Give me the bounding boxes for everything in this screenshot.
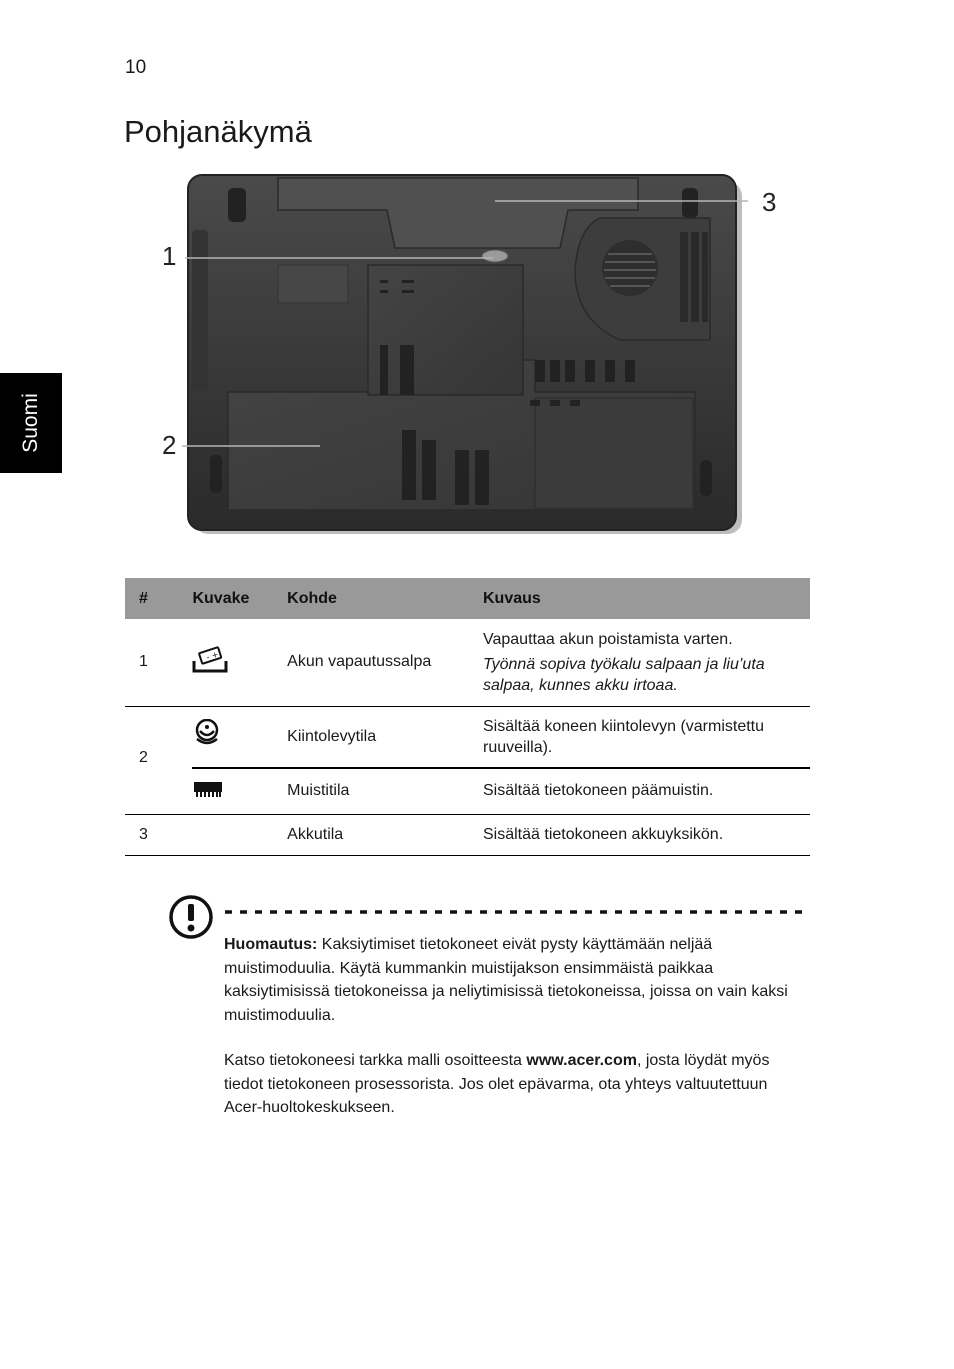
row-description-note: Työnnä sopiva työkalu salpaan ja liu’uta salpaa, kunnes akku irtoaa. bbox=[483, 655, 765, 694]
note-p2-before: Katso tietokoneesi tarkka malli osoitteesta bbox=[224, 1052, 527, 1069]
header-num: # bbox=[125, 578, 192, 619]
callout-1: 1 bbox=[162, 241, 177, 271]
caution-icon bbox=[168, 894, 214, 940]
component-table bbox=[125, 578, 810, 856]
header-item: Kohde bbox=[287, 578, 483, 619]
side-tab bbox=[0, 373, 62, 473]
callout-2: 2 bbox=[162, 430, 177, 460]
callout-3: 3 bbox=[762, 187, 777, 217]
table-row bbox=[125, 706, 810, 768]
table-row bbox=[125, 768, 810, 814]
page-title: Pohjanäkymä bbox=[124, 114, 312, 149]
header-icon: Kuvake bbox=[192, 578, 287, 619]
row-description: Sisältää koneen kiintolevyn (varmistettu ruuveilla). bbox=[483, 706, 810, 768]
note-divider bbox=[225, 909, 810, 915]
row-num: 3 bbox=[125, 814, 192, 855]
row-description: Sisältää tietokoneen akkuyksikön. bbox=[483, 814, 810, 855]
memory-icon bbox=[192, 778, 224, 800]
battery-release-icon bbox=[192, 645, 230, 675]
table-row bbox=[125, 619, 810, 706]
table-row bbox=[125, 814, 810, 855]
acer-website-link[interactable]: www.acer.com bbox=[526, 1052, 637, 1069]
row-description: Vapauttaa akun poistamista varten. bbox=[483, 630, 733, 648]
page-number: 10 bbox=[125, 57, 147, 78]
row-item: Akkutila bbox=[287, 814, 483, 855]
header-description: Kuvaus bbox=[483, 578, 810, 619]
note-p2-after: , josta löydät myös tiedot tietokoneen prosessorista. Jos olet epävarma, ota yhteys valtuutettuun Acer-huoltokeskukseen. bbox=[224, 1052, 770, 1116]
note-paragraph bbox=[224, 933, 804, 1027]
side-tab-label: Suomi bbox=[19, 393, 42, 453]
note-text: Kaksiytimiset tietokoneet eivät pysty käyttämään neljää muistimoduulia. Käytä kummankin muistijakson ensimmäistä paikkaa kaksiytimisissä tietokoneissa ja neliytimisissä tietokoneissa, joissa on vain kaksi muistimoduulia. bbox=[224, 936, 788, 1024]
row-item: Muistitila bbox=[287, 768, 483, 814]
row-num: 1 bbox=[125, 619, 192, 706]
note-label: Huomautus: bbox=[224, 936, 318, 953]
row-item: Kiintolevytila bbox=[287, 706, 483, 768]
row-item: Akun vapautussalpa bbox=[287, 619, 483, 706]
row-description: Sisältää tietokoneen päämuistin. bbox=[483, 768, 810, 814]
svg-text:- +: - + bbox=[205, 649, 221, 662]
row-num: 2 bbox=[125, 706, 192, 814]
laptop-bottom-illustration bbox=[150, 170, 800, 545]
hard-disk-icon bbox=[192, 719, 222, 749]
note-paragraph-2 bbox=[224, 1049, 804, 1120]
